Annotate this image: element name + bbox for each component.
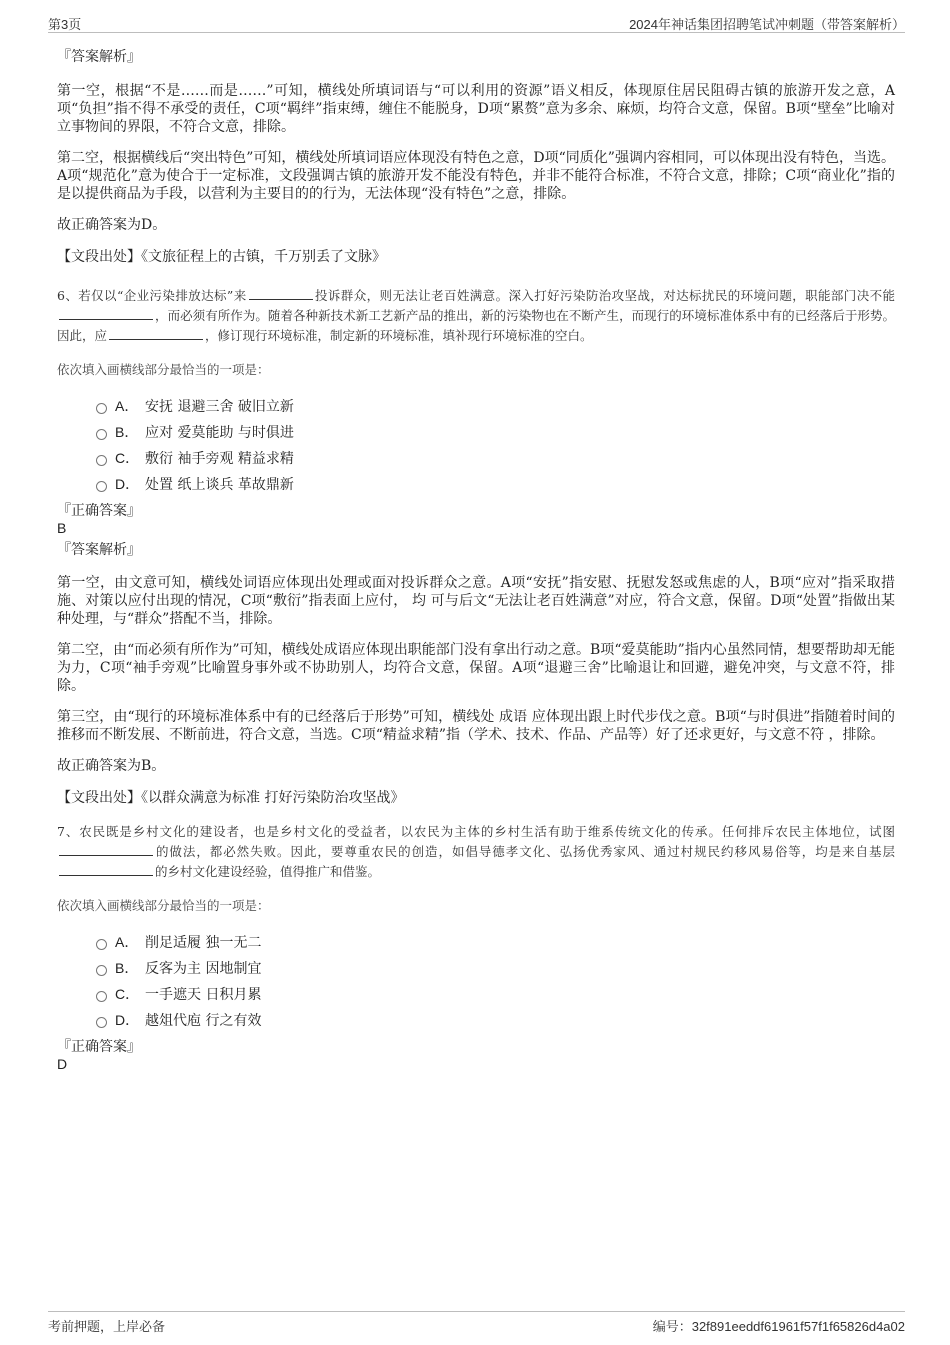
source-citation: 【文段出处】《以群众满意为标准 打好污染防治攻坚战》 [57, 790, 405, 806]
option-b[interactable]: B． 反客为主 因地制宜 [96, 955, 895, 981]
document-title: 2024年神话集团招聘笔试冲刺题（带答案解析） [629, 17, 905, 32]
correct-answer: D [57, 1056, 68, 1072]
blank-line [59, 307, 153, 320]
analysis-conclusion: 故正确答案为B。 [57, 758, 166, 774]
correct-answer-label: 『正确答案』 [57, 503, 141, 519]
blank-line [249, 287, 313, 300]
radio-icon[interactable] [96, 455, 107, 466]
radio-icon[interactable] [96, 481, 107, 492]
analysis-conclusion: 故正确答案为D。 [57, 217, 167, 233]
blank-line [109, 327, 203, 340]
document-id: 编号：32f891eeddf61961f57f1f65826d4a02 [652, 1319, 905, 1334]
source-citation: 【文段出处】《文旅征程上的古镇，千万别丢了文脉》 [57, 249, 386, 265]
correct-answer-label: 『正确答案』 [57, 1039, 141, 1055]
analysis-paragraph-1: 第一空，根据“不是……而是……”可知，横线处所填词语与“可以利用的资源”语义相反，体现原住居民阻碍古镇的旅游开发之意，A项“负担”指不得不承受的责任，C项“羁绊”指束缚，缠住不能脱身，D项“累赘”意为多余、麻烦，均符合文意，保留。B项“壁垒”比喻对立事物间的界限，不符合文意，排除。 [57, 83, 895, 135]
analysis-label: 『答案解析』 [57, 49, 141, 65]
option-a[interactable]: A． 安抚 退避三舍 破旧立新 [96, 393, 895, 419]
question-7-prompt: 依次填入画横线部分最恰当的一项是： [57, 898, 270, 913]
page-number: 第3页 [48, 17, 82, 32]
question-6-text-1: 6、若仅以“企业污染排放达标”来 [57, 288, 247, 303]
analysis-paragraph-2: 第二空，根据横线后“突出特色”可知，横线处所填词语应体现没有特色之意，D项“同质化”强调内容相同，可以体现出没有特色，当选。A项“规范化”意为使合于一定标准，文段强调古镇的旅游开发不能没有特色，并非不能符合标准，不符合文意，排除；C项“商业化”指的是以提供商品为手段，以营利为主要目的的行为，无法体现“没有特色”之意，排除。 [57, 150, 895, 202]
question-6-text-2: 投诉群众，则无法让老百姓满意。深入打好污染防治攻坚战，对达标扰民的环境问题，职能部门决不能 [314, 288, 896, 303]
question-6-text-4: ，修订现行环境标准，制定新的环境标准，填补现行环境标准的空白。 [205, 328, 593, 343]
radio-icon[interactable] [96, 991, 107, 1002]
radio-icon[interactable] [96, 939, 107, 950]
radio-icon[interactable] [96, 429, 107, 440]
option-b[interactable]: B． 应对 爱莫能助 与时俱进 [96, 419, 895, 445]
analysis-paragraph-3: 第三空，由“现行的环境标准体系中有的已经落后于形势”可知，横线处 成语 应体现出跟上时代步伐之意。B项“与时俱进”指随着时间的推移而不断发展、不断前进，符合文意，当选。C项“精益求精”指（学术、技术、作品、产品等）好了还求更好，与文意不符 ，排除。 [57, 709, 895, 743]
analysis-paragraph-1: 第一空，由文意可知，横线处词语应体现出处理或面对投诉群众之意。A项“安抚”指安慰、抚慰发怒或焦虑的人，B项“应对”指采取措施、对策以应付出现的情况，C项“敷衍”指表面上应付， 均 可与后文“无法让老百姓满意”对应，符合文意，保留。D项“处置”指做出某种处理，与“群众”搭配不当，排除。 [57, 575, 895, 627]
question-6-text-3: ，而必须有所作为。随着各种新技术新工艺新产品的推出，新的污染物也在不断产生，而现行的环境标准体系中有的已经落后于形势。因此，应 [57, 308, 895, 343]
option-d[interactable]: D． 越俎代庖 行之有效 [96, 1007, 895, 1033]
document-body [57, 48, 895, 1073]
question-7-text-2: 的做法，都必然失败。因此，要尊重农民的创造，如倡导德孝文化、弘扬优秀家风、通过村规民约移风易俗等，均是来自基层 [155, 844, 895, 859]
question-6-options [57, 393, 895, 497]
option-a[interactable]: A． 削足适履 独一无二 [96, 929, 895, 955]
question-6-prompt: 依次填入画横线部分最恰当的一项是： [57, 362, 270, 377]
page-footer [48, 1311, 905, 1334]
question-7-text-3: 的乡村文化建设经验，值得推广和借鉴。 [155, 864, 381, 879]
footer-slogan: 考前押题，上岸必备 [48, 1319, 166, 1334]
correct-answer: B [57, 520, 67, 536]
analysis-paragraph-2: 第二空，由“而必须有所作为”可知，横线处成语应体现出职能部门没有拿出行动之意。B项“爱莫能助”指内心虽然同情，想要帮助却无能为力，C项“袖手旁观”比喻置身事外或不协助别人，均符合文意，保留。A项“退避三舍”比喻退让和回避，避免冲突，与文意不符，排除。 [57, 642, 895, 694]
option-c[interactable]: C． 一手遮天 日积月累 [96, 981, 895, 1007]
analysis-label: 『答案解析』 [57, 542, 141, 558]
page-header [48, 12, 905, 33]
radio-icon[interactable] [96, 1017, 107, 1028]
radio-icon[interactable] [96, 403, 107, 414]
blank-line [59, 863, 153, 876]
radio-icon[interactable] [96, 965, 107, 976]
option-c[interactable]: C． 敷衍 袖手旁观 精益求精 [96, 445, 895, 471]
question-7-options [57, 929, 895, 1033]
blank-line [59, 843, 153, 856]
option-d[interactable]: D． 处置 纸上谈兵 革故鼎新 [96, 471, 895, 497]
question-6-stem [57, 286, 895, 346]
question-7-stem [57, 822, 895, 882]
question-7-text-1: 7、农民既是乡村文化的建设者，也是乡村文化的受益者，以农民为主体的乡村生活有助于维系传统文化的传承。任何排斥农民主体地位，试图 [57, 824, 895, 839]
